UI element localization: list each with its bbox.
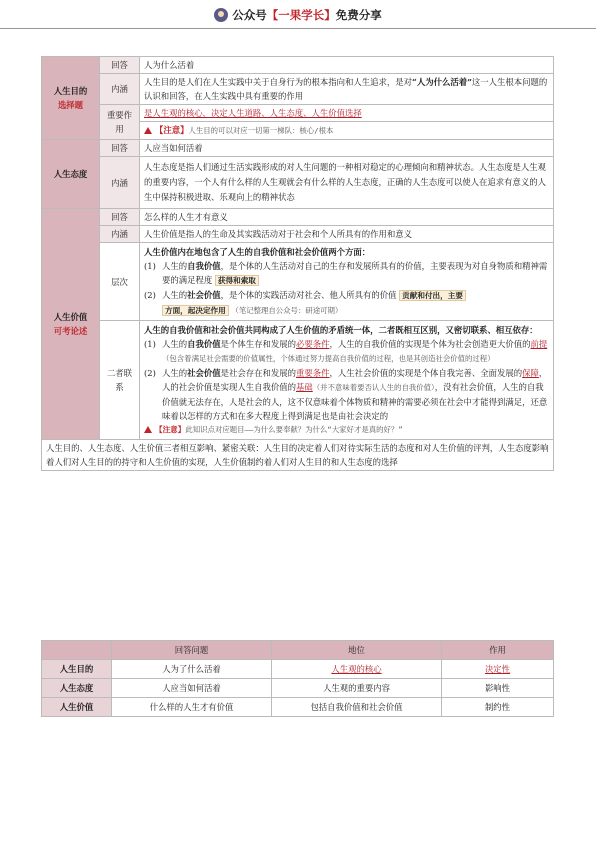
value-relation-intro: 人生的自我价值和社会价值共同构成了人生价值的矛盾统一体，二者既相互区别，又密切联系、相互依存： [144,325,538,335]
row-header: 人生态度 [42,679,112,698]
value-relation-label: 二者联系 [100,321,140,440]
list-item: (1) 人生的自我价值是个体生存和发展的必要条件，人生的自我价值的实现是个体为社会创造更大价值的前提（包含着满足社会需要的价值属性，个体通过努力提高自我价值的过程，也是其创造社会价值的过程） [144,339,548,363]
column-header: 地位 [272,641,442,660]
column-header: 作用 [442,641,554,660]
value-level [140,243,554,321]
value-meaning-row [42,226,554,243]
value-relation [140,321,554,440]
value-answer-label: 回答 [100,209,140,226]
attitude-answer: 人应当如何活着 [140,140,554,157]
header-brand: 【一果学长】 [266,8,336,22]
purpose-role-label: 重要作用 [100,105,140,140]
table-cell: 影响性 [442,679,554,698]
attitude-meaning: 人生态度是指人们通过生活实践形成的对人生问题的一种相对稳定的心理倾向和精神状态。人生态度是人生观的重要内容，一个人有什么样的人生观就会有什么样的人生态度，正确的人生态度可以使人在追求有意义的人生中保持积极进取、乐观向上的精神状态 [140,157,554,209]
list-item: (1) 人生的自我价值，是个体的人生活动对自己的生存和发展所具有的价值，主要表现为对自身物质和精神需要的满足程度 获得和索取 [144,261,548,285]
table-cell: 制约性 [442,698,554,717]
avatar-icon [214,8,228,22]
purpose-role: 是人生观的核心，决定人生道路、人生态度、人生价值选择 [140,105,554,122]
value-meaning-label: 内涵 [100,226,140,243]
table-cell: 包括自我价值和社会价值 [272,698,442,717]
comparison-table [41,640,554,717]
header-divider [0,28,596,29]
summary-text: 人生目的、人生态度、人生价值三者相互影响、紧密关联：人生目的决定着人们对待实际生活的态度和对人生价值的评判，人生态度影响着人们对人生目的的持守和人生价值的实现，人生价值制约着人们对人生目的和人生态度的选择 [42,440,554,471]
purpose-topic: 人生目的 选择题 [42,57,100,140]
warning-icon [144,426,152,433]
attitude-meaning-label: 内涵 [100,157,140,209]
row-header: 人生价值 [42,698,112,717]
purpose-answer-row [42,57,554,74]
attitude-answer-row [42,140,554,157]
purpose-answer: 人为什么活着 [140,57,554,74]
table-cell: 人为了什么活着 [112,660,272,679]
purpose-answer-label: 回答 [100,57,140,74]
value-answer: 怎么样的人生才有意义 [140,209,554,226]
table-row [42,698,554,717]
value-topic: 人生价值 可考论述 [42,209,100,440]
table-cell: 决定性 [442,660,554,679]
value-relation-row [42,321,554,440]
value-level-label: 层次 [100,243,140,321]
column-header: 回答问题 [112,641,272,660]
attitude-topic: 人生态度 [42,140,100,209]
row-header: 人生目的 [42,660,112,679]
table-header-row [42,641,554,660]
value-meaning: 人生价值是指人的生命及其实践活动对于社会和个人所具有的作用和意义 [140,226,554,243]
purpose-role-row [42,105,554,122]
summary-row [42,440,554,471]
page-header [0,7,596,23]
column-header [42,641,112,660]
table-row [42,660,554,679]
value-answer-row [42,209,554,226]
table-cell: 人生观的重要内容 [272,679,442,698]
table-cell: 什么样的人生才有价值 [112,698,272,717]
purpose-meaning-row [42,74,554,105]
purpose-note: 【注意】人生目的可以对应一切第一梯队：核心/根本 [140,122,554,140]
warning-icon [144,127,152,134]
purpose-meaning: 人生目的是人们在人生实践中关于自身行为的根本指向和人生追求，是对“人为什么活着”这一人生根本问题的认识和回答，在人生实践中具有重要的作用 [140,74,554,105]
table-cell: 人生观的核心 [272,660,442,679]
attitude-answer-label: 回答 [100,140,140,157]
purpose-meaning-label: 内涵 [100,74,140,105]
value-level-intro: 人生价值内在地包含了人生的自我价值和社会价值两个方面： [144,247,371,257]
value-note: 【注意】此知识点对应题目——为什么要奉献？为什么“大家好才是真的好？” [144,423,549,437]
list-item: (2) 人生的社会价值是社会存在和发展的重要条件，人生社会价值的实现是个体自我完善、全面发展的保障，人的社会价值是实现人生自我价值的基础（并不意味着要否认人生的自我价值），没有社会价值，人生的自我价值就无法存在，人是社会的人，这不仅意味着个体物质和精神的需要必须在社会中才能得到满足，还意味着以怎样的方式和在多大程度上得到满足也是由社会决定的 [144,368,548,421]
value-level-row [42,243,554,321]
attitude-meaning-row [42,157,554,209]
list-item: (2) 人生的社会价值，是个体的实践活动对社会、他人所具有的价值 贡献和付出，主要 方面，起决定作用 （笔记整理自公众号：研途可期） [144,288,549,318]
table-cell: 人应当如何活着 [112,679,272,698]
header-suffix: 免费分享 [335,8,382,22]
main-table [41,56,554,471]
header-prefix: 公众号 [232,8,267,22]
table-row [42,679,554,698]
